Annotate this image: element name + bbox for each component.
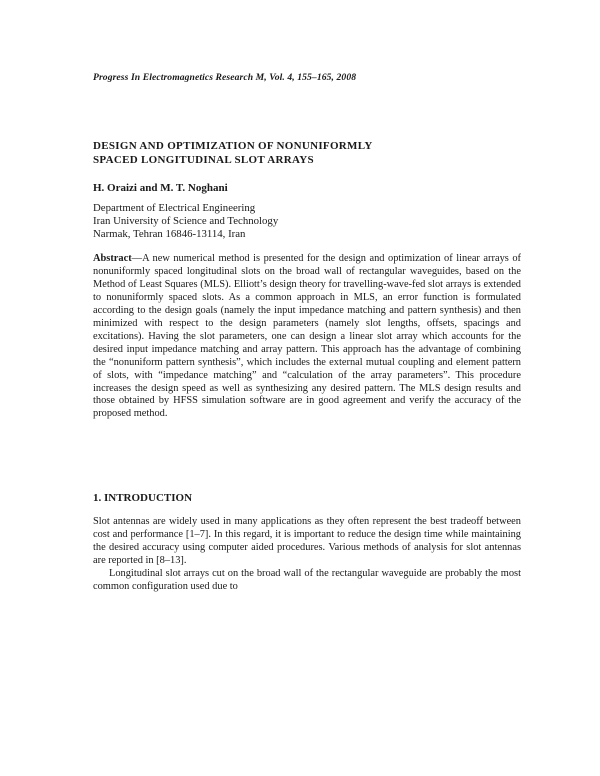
- title-line: DESIGN AND OPTIMIZATION OF NONUNIFORMLY: [93, 140, 373, 152]
- introduction-paragraph: Slot antennas are widely used in many applications as they often represent the best tradeoff between cost and performance [1–7]. In this regard, it is important to reduce the design time while maintaining the desired accuracy using computer aided procedures. Various methods of analysis for slot antennas are reported in [8–13].: [93, 516, 521, 566]
- affiliation-line: Iran University of Science and Technology: [93, 215, 279, 227]
- affiliation-line: Department of Electrical Engineering: [93, 202, 256, 214]
- affiliation: [93, 202, 278, 241]
- running-head: Progress In Electromagnetics Research M, Vol. 4, 155–165, 2008: [93, 72, 357, 83]
- abstract: [93, 253, 521, 421]
- affiliation-line: Narmak, Tehran 16846-13114, Iran: [93, 228, 246, 240]
- introduction-paragraph: Longitudinal slot arrays cut on the broad wall of the rectangular waveguide are probably the most common configuration used due to: [93, 568, 521, 592]
- abstract-text: —A new numerical method is presented for the design and optimization of linear arrays of nonuniformly spaced longitudinal slots on the broad wall of rectangular waveguides, based on the Method of Least Squares (MLS). Elliott’s design theory for travelling-wave-fed slot arrays is extended to nonuniformly spaced slots. As a common approach in MLS, an error function is formulated according to the design goals (namely the input impedance matching and pattern synthesis) and then minimized with respect to the design parameters (namely slot lengths, offsets, spacings and excitations). Having the slot parameters, one can design a linear slot array which accounts for the desired input impedance matching and array pattern. This approach has the advantage of combining the “nonuniform pattern synthesis”, which includes the external mutual coupling and element pattern of slots, with “impedance matching” and “calculation of the array parameters”. This procedure increases the design speed as well as synthesizing any desired pattern. The MLS design results and those obtained by HFSS simulation software are in good agreement and verify the accuracy of the proposed method.: [93, 253, 521, 420]
- paper-title: [93, 140, 521, 167]
- section-heading-introduction: 1. INTRODUCTION: [93, 492, 193, 504]
- paper-page: [93, 0, 521, 776]
- author-list: H. Oraizi and M. T. Noghani: [93, 182, 228, 194]
- title-line: SPACED LONGITUDINAL SLOT ARRAYS: [93, 153, 314, 166]
- abstract-label: Abstract: [93, 253, 132, 264]
